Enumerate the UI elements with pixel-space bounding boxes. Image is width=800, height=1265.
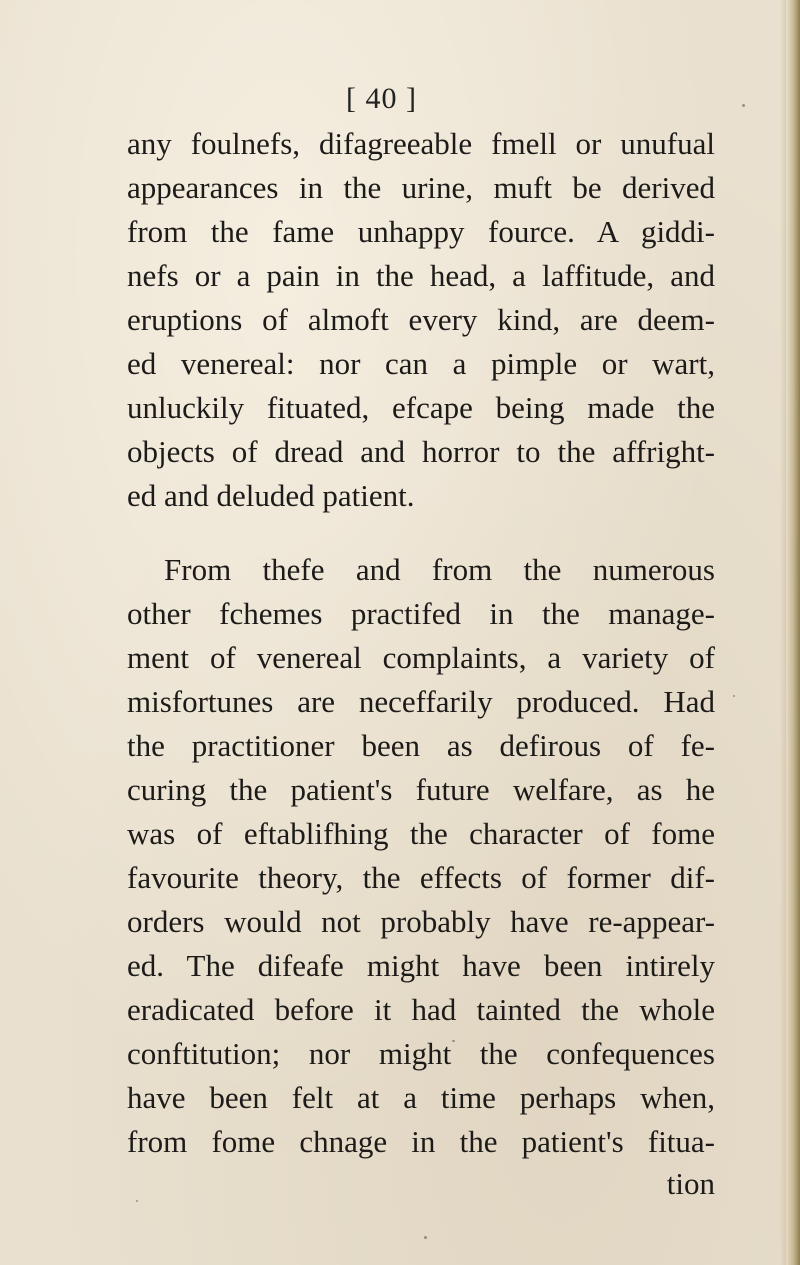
text-line: any foulnefs, difagreeable fmell or unufual <box>127 126 715 161</box>
text-line: appearances in the urine, muft be derived <box>127 170 715 205</box>
page-number: [ 40 ] <box>346 82 417 115</box>
text-line: orders would not probably have re-appear- <box>127 904 715 939</box>
text-line: eradicated before it had tainted the whole <box>127 992 715 1027</box>
text-line: nefs or a pain in the head, a laffitude, and <box>127 258 715 293</box>
paper-speck <box>742 104 745 107</box>
text-line: misfortunes are neceffarily produced. Had <box>127 684 715 719</box>
catchword: tion <box>666 1166 715 1201</box>
text-line: ment of venereal complaints, a variety of <box>127 640 715 675</box>
paper-speck <box>136 1200 138 1202</box>
text-line: have been felt at a time perhaps when, <box>127 1080 715 1115</box>
text-line: objects of dread and horror to the affright- <box>127 434 715 469</box>
text-line: ed and deluded patient. <box>127 478 415 513</box>
paper-speck <box>733 695 735 697</box>
text-line: other fchemes practifed in the manage- <box>127 596 715 631</box>
text-line: from fome chnage in the patient's fitua- <box>127 1124 715 1159</box>
binding-edge <box>786 0 800 1265</box>
text-line: eruptions of almoft every kind, are deem- <box>127 302 715 337</box>
text-line: conftitution; nor might the confequences <box>127 1036 715 1071</box>
text-line: favourite theory, the effects of former dif- <box>127 860 715 895</box>
text-line: from the fame unhappy fource. A giddi- <box>127 214 715 249</box>
paper-speck <box>452 1040 455 1042</box>
paragraph-first-line: From thefe and from the numerous <box>164 552 715 587</box>
text-line: was of eftablifhing the character of fome <box>127 816 715 851</box>
paper-speck <box>424 1236 427 1239</box>
text-line: unluckily fituated, efcape being made the <box>127 390 715 425</box>
text-line: ed. The difeafe might have been intirely <box>127 948 715 983</box>
text-line: the practitioner been as defirous of fe- <box>127 728 715 763</box>
text-line: curing the patient's future welfare, as he <box>127 772 715 807</box>
text-line: ed venereal: nor can a pimple or wart, <box>127 346 715 381</box>
